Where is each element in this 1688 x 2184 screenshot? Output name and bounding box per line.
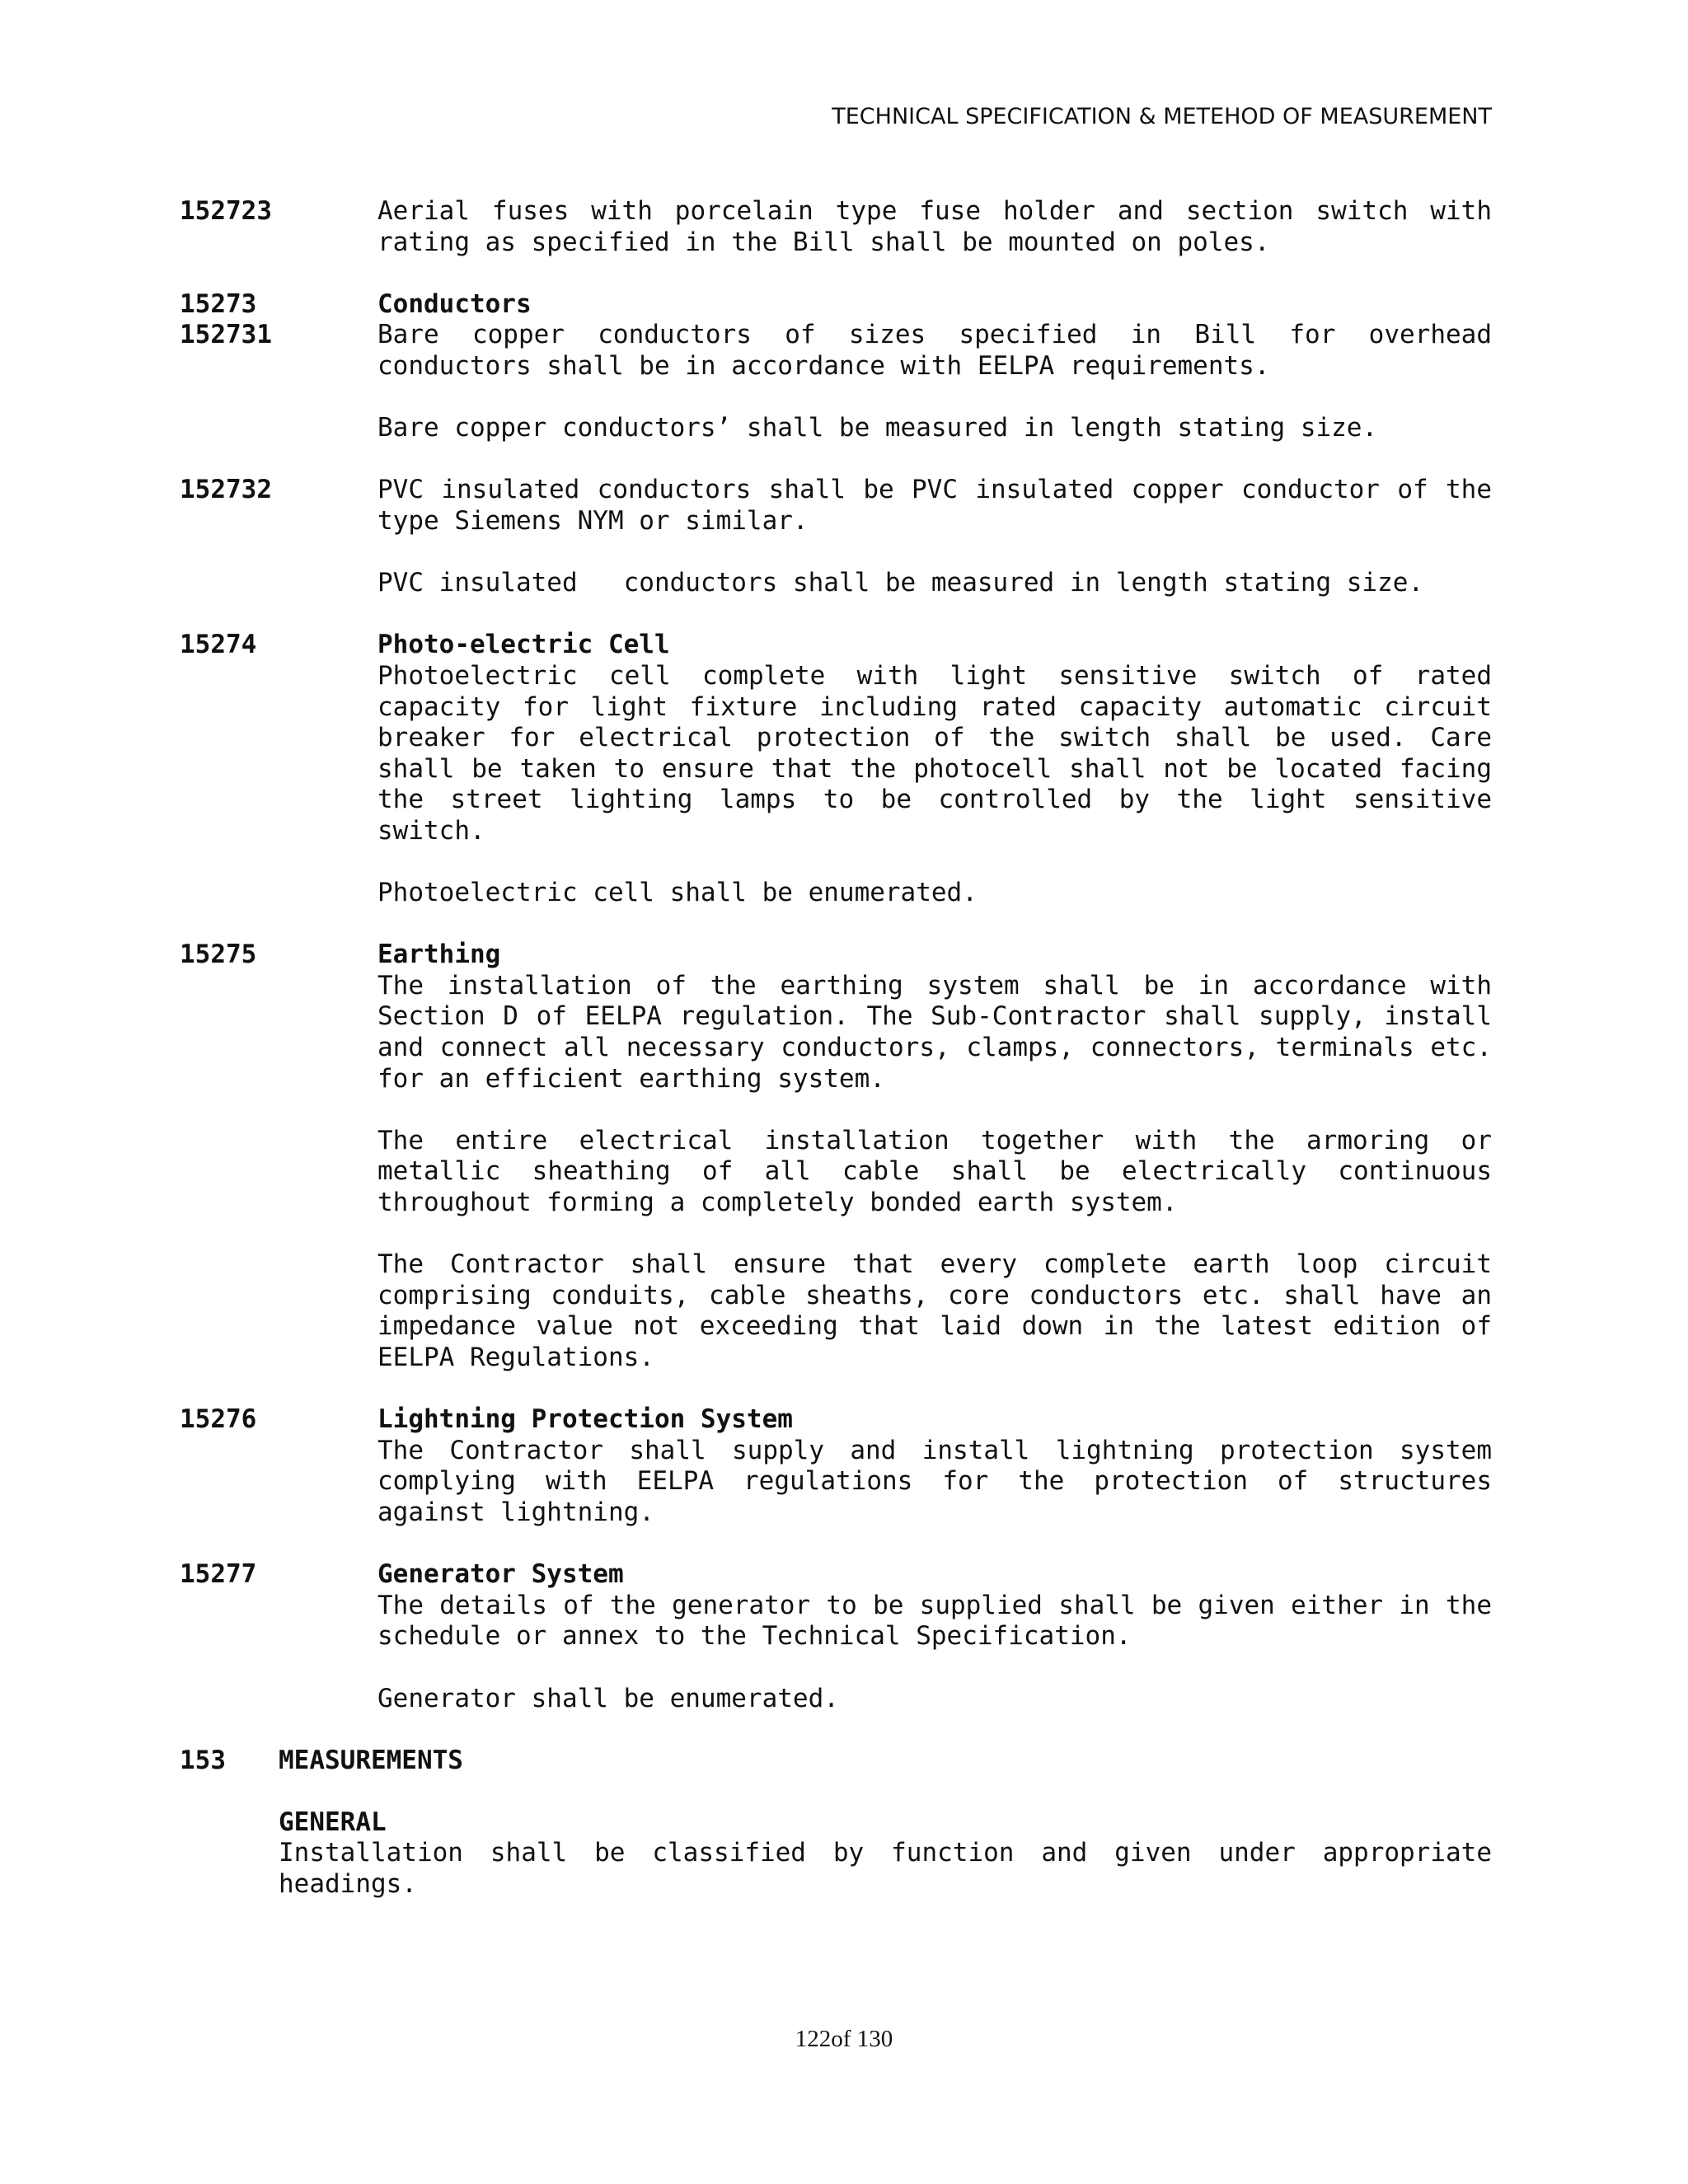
clause-heading: Earthing: [377, 940, 501, 970]
sub-heading: GENERAL: [279, 1807, 387, 1837]
clause-content: [377, 940, 1492, 1373]
section-15277: [180, 1559, 1492, 1714]
clause-content: [377, 1404, 1492, 1528]
section-15275: [180, 940, 1492, 1373]
paragraph: PVC insulated conductors shall be measured in length stating size.: [377, 568, 1424, 598]
clause-number: 15273: [180, 288, 257, 319]
paragraph: The details of the generator to be supplied shall be given either in the schedule or annex to the Technical Specification.: [377, 1590, 1492, 1652]
paragraph: Photoelectric cell complete with light sensitive switch of rated capacity for light fixture including rated capacity automatic circuit breaker for electrical protection of the switch shall be used. Care shall be taken to ensure that the photocell shall not be located facing the street lighting lamps to be controlled by the light sensitive switch.: [377, 660, 1492, 846]
clause-number: 152732: [180, 475, 272, 505]
section-content: [279, 1807, 1492, 1900]
document-body: [180, 196, 1492, 1900]
section-153: [180, 1746, 1492, 1900]
section-152732: [180, 475, 1492, 598]
clause-content: [377, 630, 1492, 908]
clause-number: 15277: [180, 1559, 257, 1590]
section-152723: [180, 196, 1492, 258]
clause-number: 152723: [180, 196, 272, 226]
section-heading-row: [180, 1746, 1492, 1777]
paragraph: Generator shall be enumerated.: [377, 1683, 839, 1713]
clause-content: [377, 1559, 1492, 1714]
clause-number: 15276: [180, 1404, 257, 1435]
paragraph: Aerial fuses with porcelain type fuse holder and section switch with rating as specified in the Bill shall be mounted on poles.: [377, 196, 1492, 257]
section-15274: [180, 630, 1492, 908]
clause-number: 15274: [180, 630, 257, 660]
clause-heading: Photo-electric Cell: [377, 630, 670, 660]
paragraph: The entire electrical installation together with the armoring or metallic sheathing of all cable shall be electrically continuous throughout forming a completely bonded earth system.: [377, 1125, 1492, 1217]
clause-content: [377, 320, 1492, 443]
clause-number: 15275: [180, 940, 257, 970]
paragraph: Installation shall be classified by function and given under appropriate headings.: [279, 1838, 1492, 1900]
clause-heading: Lightning Protection System: [377, 1404, 793, 1435]
clause-number: 152731: [180, 320, 272, 350]
section-heading: MEASUREMENTS: [279, 1745, 463, 1775]
paragraph: The Contractor shall supply and install lightning protection system complying with EELPA regulations for the protection of structures against lightning.: [377, 1435, 1492, 1527]
clause-heading: Generator System: [377, 1559, 624, 1590]
clause-content: [377, 196, 1492, 258]
paragraph: Photoelectric cell shall be enumerated.: [377, 878, 978, 908]
paragraph: Bare copper conductors of sizes specified in Bill for overhead conductors shall be in accordance with EELPA requirements.: [377, 320, 1492, 381]
section-number: 153: [180, 1745, 226, 1775]
paragraph: Bare copper conductors’ shall be measured in length stating size.: [377, 413, 1378, 443]
paragraph: The Contractor shall ensure that every complete earth loop circuit comprising conduits, cable sheaths, core conductors etc. shall have an impedance value not exceeding that laid down in the latest edition of EELPA Regulations.: [377, 1249, 1492, 1372]
clause-heading: Conductors: [377, 288, 532, 319]
page-header: TECHNICAL SPECIFICATION & METEHOD OF MEASUREMENT: [832, 104, 1492, 129]
clause-content: [377, 289, 1492, 321]
page-number: 122of 130: [795, 2026, 893, 2052]
section-15276: [180, 1404, 1492, 1528]
paragraph: The installation of the earthing system shall be in accordance with Section D of EELPA regulation. The Sub-Contractor shall supply, install and connect all necessary conductors, clamps, connectors, terminals etc. for an efficient earthing system.: [377, 970, 1492, 1094]
section-15273: [180, 289, 1492, 321]
clause-content: [377, 475, 1492, 598]
paragraph: PVC insulated conductors shall be PVC insulated copper conductor of the type Siemens NYM or similar.: [377, 475, 1492, 536]
section-152731: [180, 320, 1492, 443]
